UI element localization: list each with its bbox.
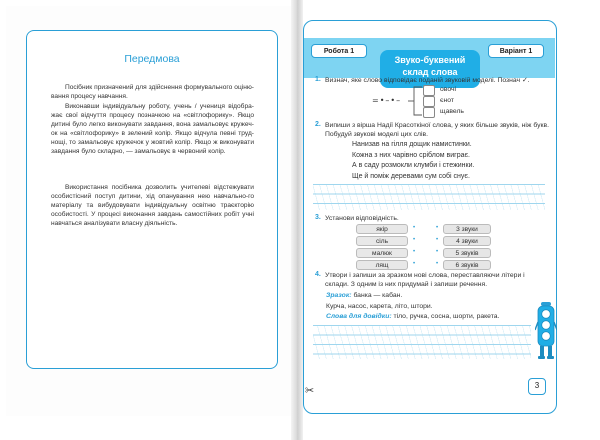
match-word-4[interactable]: лящ (356, 260, 408, 270)
sample-label: Зразок: (326, 292, 352, 299)
hint-label: Слова для довідки: (326, 313, 392, 320)
preface-paragraph-3: Використання посібника дозволить учителеві відстежувати особистісний поступ дитини, хід опанування нею навчально-го матеріалу та вибудовувати індивідуальну освітню траєкторію особистості. У процесі виконання завдань самостійних робіт учні навчаться аналізувати власну діяльність. (51, 184, 254, 228)
preface-frame (26, 30, 278, 369)
task4-text: Утвори і запиши за зразком нові слова, переставляючи літери і склади. З одним із них придумай і запиши речення. (325, 272, 525, 288)
dot-right-1[interactable]: • (436, 225, 439, 231)
option-word-3: щавель (440, 108, 464, 115)
poem-line-1: Нанизав на гілля дощик намистинки. (352, 141, 472, 148)
preface-paragraph-1: Посібник призначений для здійснення формувального оціню-вання процесу навчання. (51, 84, 254, 101)
dot-right-2[interactable]: • (436, 237, 439, 243)
match-word-2[interactable]: сіль (356, 236, 408, 246)
option-checkbox-3[interactable] (423, 107, 435, 118)
dot-left-1[interactable]: • (413, 225, 416, 231)
light-yellow-circle (542, 321, 551, 330)
work-number-pill: Робота 1 (311, 44, 367, 58)
left-page (6, 6, 292, 416)
scissors-icon: ✂ (305, 384, 315, 397)
poem-line-4: Ще й поміж деревами сум собі снує. (352, 172, 470, 180)
option-word-2: єнот (440, 97, 454, 104)
light-red-circle (542, 310, 551, 319)
task4-words: Курча, насос, карета, літо, штори. (326, 303, 433, 310)
poem-line-3: А в саду розмокли клумби і стежинки. (352, 162, 475, 169)
preface-paragraph-2: Виконавши індивідуальну роботу, учень / учениця відобра-жає свої відчуття процесу позначкою на «світлофорику». Якщо дитині було легко виконувати завдання, вона замальовує кружеч-ок на «світлофорику» в зелений колір. Якщо відчула певні труд-нощі, то замальовує кружечок у жовтий колір. Якщо ж виконувати завдання було складно, — замальовує в червоний колір. (51, 103, 254, 156)
match-word-1[interactable]: якір (356, 224, 408, 234)
bracket-icon (408, 84, 424, 118)
poem-line-2: Кожна з них чарівно сріблом виграє. (352, 151, 471, 159)
writing-lines-task4[interactable] (313, 325, 531, 361)
dot-right-3[interactable]: • (436, 249, 439, 255)
match-count-1[interactable]: 3 звуки (443, 224, 491, 234)
dot-right-4[interactable]: • (436, 261, 439, 267)
task4-number: 4. (315, 271, 321, 278)
light-green-circle (542, 332, 551, 341)
option-checkbox-2[interactable] (423, 96, 435, 107)
hint-words: тіло, ручка, сосна, шорти, ракета. (393, 313, 500, 320)
sample-text: банка — кабан. (353, 292, 403, 299)
variant-pill: Варіант 1 (488, 44, 544, 58)
page-number: 3 (528, 378, 546, 395)
task4-hint (326, 312, 536, 322)
task2-text: Випиши з вірша Надії Красоткіної слова, у яких більше звуків, ніж букв. Побудуй звукові моделі цих слів. (325, 122, 549, 138)
task1-number: 1. (315, 76, 321, 83)
match-word-3[interactable]: малюк (356, 248, 408, 258)
sound-model: =•–•– (372, 96, 402, 105)
dot-left-4[interactable]: • (413, 261, 416, 267)
task2-number: 2. (315, 121, 321, 128)
writing-lines-task2[interactable] (313, 184, 545, 212)
match-count-4[interactable]: 6 звуків (443, 260, 491, 270)
task4-sample (326, 291, 526, 301)
task3-number: 3. (315, 214, 321, 221)
worksheet-title-line1: Звуко-буквений (394, 55, 466, 65)
option-word-1: овочі (440, 86, 456, 93)
worksheet-title-line2: склад слова (402, 67, 458, 77)
book-gutter (291, 0, 303, 440)
match-count-3[interactable]: 5 звуків (443, 248, 491, 258)
dot-left-2[interactable]: • (413, 237, 416, 243)
task1-text: Визнач, яке слово відповідає поданій звуковій моделі. Познач ✓. (325, 77, 530, 84)
preface-title: Передмова (124, 53, 180, 65)
poem (352, 140, 542, 182)
option-checkbox-1[interactable] (423, 85, 435, 96)
traffic-light-robot-icon (535, 300, 557, 362)
dot-left-3[interactable]: • (413, 249, 416, 255)
match-count-2[interactable]: 4 звуки (443, 236, 491, 246)
task3-text: Установи відповідність. (325, 215, 399, 222)
